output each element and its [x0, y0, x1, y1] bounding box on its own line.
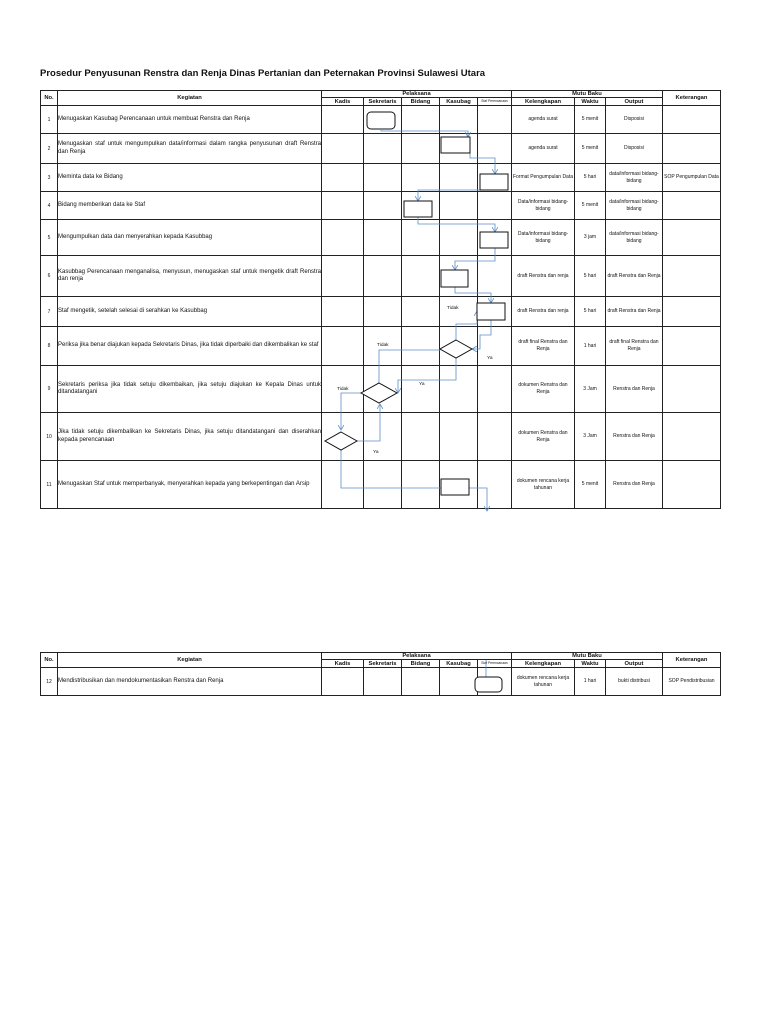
lane-cell [440, 327, 478, 366]
lane-cell [440, 461, 478, 509]
header-kelengkapan: Kelengkapan [512, 660, 575, 668]
lane-cell [402, 164, 440, 192]
row-kegiatan: Staf mengetik, setelah selesai di serahkan ke Kasubbag [58, 297, 322, 327]
row-kegiatan: Kasubbag Perencanaan menganalisa, menyusun, menugaskan staf untuk mengetik draft Renstra dan renja [58, 256, 322, 297]
header-keterangan: Keterangan [663, 91, 721, 106]
lane-cell [478, 220, 512, 256]
lane-cell [322, 256, 364, 297]
header-keterangan: Keterangan [663, 653, 721, 668]
row-kegiatan: Mendistribusikan dan mendokumentasikan Renstra dan Renja [58, 668, 322, 696]
header-waktu: Waktu [575, 660, 606, 668]
row-waktu: 5 hari [575, 297, 606, 327]
sop-table-1 [40, 90, 721, 509]
row-kelengkapan: agenda surat [512, 106, 575, 134]
row-waktu: 1 hari [575, 327, 606, 366]
lane-cell [478, 192, 512, 220]
row-waktu: 5 menit [575, 192, 606, 220]
lane-cell [322, 461, 364, 509]
lane-cell [402, 668, 440, 696]
row-output: data/informasi bidang-bidang [606, 192, 663, 220]
row-kegiatan: Periksa jika benar diajukan kepada Sekretaris Dinas, jika tidak diperbaiki dan dikembalikan ke staf [58, 327, 322, 366]
lane-cell [364, 256, 402, 297]
lane-cell [402, 327, 440, 366]
row-keterangan [663, 413, 721, 461]
row-kegiatan: Menugaskan Staf untuk memperbanyak, menyerahkan kepada yang berkepentingan dan Arsip [58, 461, 322, 509]
header-no: No. [41, 91, 58, 106]
label-ya-8: Ya [487, 356, 493, 361]
table-row [41, 297, 721, 327]
row-output: Renstra dan Renja [606, 413, 663, 461]
header-kegiatan: Kegiatan [58, 91, 322, 106]
row-kelengkapan: dokumen rencana kerja tahunan [512, 461, 575, 509]
label-ya-10: Ya [373, 450, 379, 455]
table-row [41, 461, 721, 509]
row-number: 3 [41, 164, 58, 192]
lane-cell [478, 668, 512, 696]
lane-cell [364, 164, 402, 192]
lane-cell [402, 192, 440, 220]
row-kegiatan: Mengumpulkan data dan menyerahkan kepada Kasubbag [58, 220, 322, 256]
lane-cell [440, 297, 478, 327]
lane-cell [440, 192, 478, 220]
label-tidak-8: Tidak [377, 343, 389, 348]
lane-cell [364, 366, 402, 413]
header-kegiatan: Kegiatan [58, 653, 322, 668]
lane-cell [364, 461, 402, 509]
table-row [41, 106, 721, 134]
table-row [41, 192, 721, 220]
lane-cell [440, 413, 478, 461]
label-tidak-9: Tidak [337, 387, 349, 392]
row-output: draft Renstra dan Renja [606, 256, 663, 297]
row-kegiatan: Bidang memberikan data ke Staf [58, 192, 322, 220]
row-output: draft Renstra dan Renja [606, 297, 663, 327]
lane-cell [440, 134, 478, 164]
row-keterangan [663, 461, 721, 509]
row-kegiatan: Meminta data ke Bidang [58, 164, 322, 192]
row-kelengkapan: draft final Renstra dan Renja [512, 327, 575, 366]
header-mutu-baku: Mutu Baku [512, 91, 663, 98]
lane-cell [402, 256, 440, 297]
header-mutu-baku: Mutu Baku [512, 653, 663, 660]
table-row [41, 134, 721, 164]
header-lane-staf: Staf Perencanaan [478, 98, 512, 106]
table-row [41, 220, 721, 256]
row-output: Renstra dan Renja [606, 461, 663, 509]
lane-cell [402, 297, 440, 327]
header-pelaksana: Pelaksana [322, 91, 512, 98]
lane-cell [322, 134, 364, 164]
lane-cell [440, 106, 478, 134]
lane-cell [364, 297, 402, 327]
table-row [41, 327, 721, 366]
row-waktu: 3 jam [575, 220, 606, 256]
row-number: 12 [41, 668, 58, 696]
lane-cell [402, 461, 440, 509]
header-lane-sekretaris: Sekretaris [364, 660, 402, 668]
row-keterangan: SOP Pendistribusian [663, 668, 721, 696]
lane-cell [402, 366, 440, 413]
row-keterangan [663, 256, 721, 297]
row-number: 4 [41, 192, 58, 220]
lane-cell [364, 413, 402, 461]
lane-cell [478, 327, 512, 366]
lane-cell [478, 461, 512, 509]
header-waktu: Waktu [575, 98, 606, 106]
row-output: data/informasi bidang-bidang [606, 164, 663, 192]
lane-cell [478, 134, 512, 164]
row-keterangan [663, 192, 721, 220]
row-waktu: 3 Jam [575, 413, 606, 461]
table-row [41, 256, 721, 297]
row-kegiatan: Menugaskan Kasubag Perencanaan untuk membuat Renstra dan Renja [58, 106, 322, 134]
lane-cell [364, 192, 402, 220]
row-keterangan [663, 134, 721, 164]
row-output: Renstra dan Renja [606, 366, 663, 413]
lane-cell [478, 106, 512, 134]
header-kelengkapan: Kelengkapan [512, 98, 575, 106]
lane-cell [322, 668, 364, 696]
header-lane-kadis: Kadis [322, 660, 364, 668]
row-waktu: 5 hari [575, 256, 606, 297]
label-ya-9: Ya [419, 382, 425, 387]
lane-cell [364, 106, 402, 134]
row-keterangan [663, 297, 721, 327]
lane-cell [440, 164, 478, 192]
row-kelengkapan: dokumen Renstra dan Renja [512, 413, 575, 461]
header-output: Output [606, 98, 663, 106]
row-kelengkapan: Format Pengumpulan Data [512, 164, 575, 192]
header-lane-staf: Staf Perencanaan [478, 660, 512, 668]
lane-cell [322, 297, 364, 327]
header-no: No. [41, 653, 58, 668]
row-kegiatan: Sekretaris periksa jika tidak setuju dikembaikan, jika setuju diajukan ke Kepala Dinas untuk ditandatangani [58, 366, 322, 413]
row-number: 8 [41, 327, 58, 366]
lane-cell [364, 220, 402, 256]
row-kelengkapan: draft Renstra dan renja [512, 256, 575, 297]
header-lane-sekretaris: Sekretaris [364, 98, 402, 106]
lane-cell [402, 413, 440, 461]
row-waktu: 5 menit [575, 134, 606, 164]
header-lane-bidang: Bidang [402, 660, 440, 668]
table-row [41, 668, 721, 696]
row-output: Disposisi [606, 106, 663, 134]
lane-cell [478, 297, 512, 327]
table-row [41, 164, 721, 192]
row-waktu: 1 hari [575, 668, 606, 696]
header-output: Output [606, 660, 663, 668]
row-number: 10 [41, 413, 58, 461]
header-lane-kasubag: Kasubag [440, 660, 478, 668]
row-kelengkapan: agenda surat [512, 134, 575, 164]
row-kelengkapan: Data/informasi bidang-bidang [512, 192, 575, 220]
row-kelengkapan: dokumen rencana kerja tahunan [512, 668, 575, 696]
row-output: Disposisi [606, 134, 663, 164]
row-keterangan: SOP Pengumpulan Data [663, 164, 721, 192]
lane-cell [322, 106, 364, 134]
lane-cell [322, 366, 364, 413]
lane-cell [322, 413, 364, 461]
lane-cell [402, 134, 440, 164]
lane-cell [322, 327, 364, 366]
row-number: 5 [41, 220, 58, 256]
page-title: Prosedur Penyusunan Renstra dan Renja Dinas Pertanian dan Peternakan Provinsi Sulawesi Utara [40, 68, 486, 79]
row-waktu: 3 Jam [575, 366, 606, 413]
row-keterangan [663, 366, 721, 413]
row-keterangan [663, 106, 721, 134]
lane-cell [478, 256, 512, 297]
row-kelengkapan: draft Renstra dan renja [512, 297, 575, 327]
lane-cell [478, 164, 512, 192]
row-waktu: 5 menit [575, 106, 606, 134]
header-pelaksana: Pelaksana [322, 653, 512, 660]
lane-cell [322, 164, 364, 192]
row-number: 2 [41, 134, 58, 164]
row-kegiatan: Menugaskan staf untuk mengumpulkan data/informasi dalam rangka penyusunan draft Renstra dan Renja [58, 134, 322, 164]
header-lane-bidang: Bidang [402, 98, 440, 106]
lane-cell [478, 366, 512, 413]
row-number: 11 [41, 461, 58, 509]
row-waktu: 5 hari [575, 164, 606, 192]
row-keterangan [663, 327, 721, 366]
lane-cell [322, 192, 364, 220]
lane-cell [402, 106, 440, 134]
row-number: 6 [41, 256, 58, 297]
lane-cell [364, 134, 402, 164]
row-keterangan [663, 220, 721, 256]
row-number: 7 [41, 297, 58, 327]
table-row [41, 366, 721, 413]
sop-table-2 [40, 652, 721, 696]
row-output: bukti distribusi [606, 668, 663, 696]
lane-cell [478, 413, 512, 461]
header-lane-kadis: Kadis [322, 98, 364, 106]
lane-cell [440, 256, 478, 297]
lane-cell [440, 220, 478, 256]
label-tidak-7: Tidak [447, 306, 459, 311]
lane-cell [364, 327, 402, 366]
row-kelengkapan: Data/informasi bidang-bidang [512, 220, 575, 256]
row-output: draft final Renstra dan Renja [606, 327, 663, 366]
table-row [41, 413, 721, 461]
lane-cell [322, 220, 364, 256]
row-kegiatan: Jika tidak setuju dikembalikan ke Sekretaris Dinas, jika setuju ditandatangani dan diserahkan kepada perencanaan [58, 413, 322, 461]
lane-cell [440, 668, 478, 696]
row-kelengkapan: dokumen Renstra dan Renja [512, 366, 575, 413]
lane-cell [364, 668, 402, 696]
row-output: data/informasi bidang-bidang [606, 220, 663, 256]
row-number: 1 [41, 106, 58, 134]
header-lane-kasubag: Kasubag [440, 98, 478, 106]
lane-cell [440, 366, 478, 413]
lane-cell [402, 220, 440, 256]
row-number: 9 [41, 366, 58, 413]
row-waktu: 5 menit [575, 461, 606, 509]
